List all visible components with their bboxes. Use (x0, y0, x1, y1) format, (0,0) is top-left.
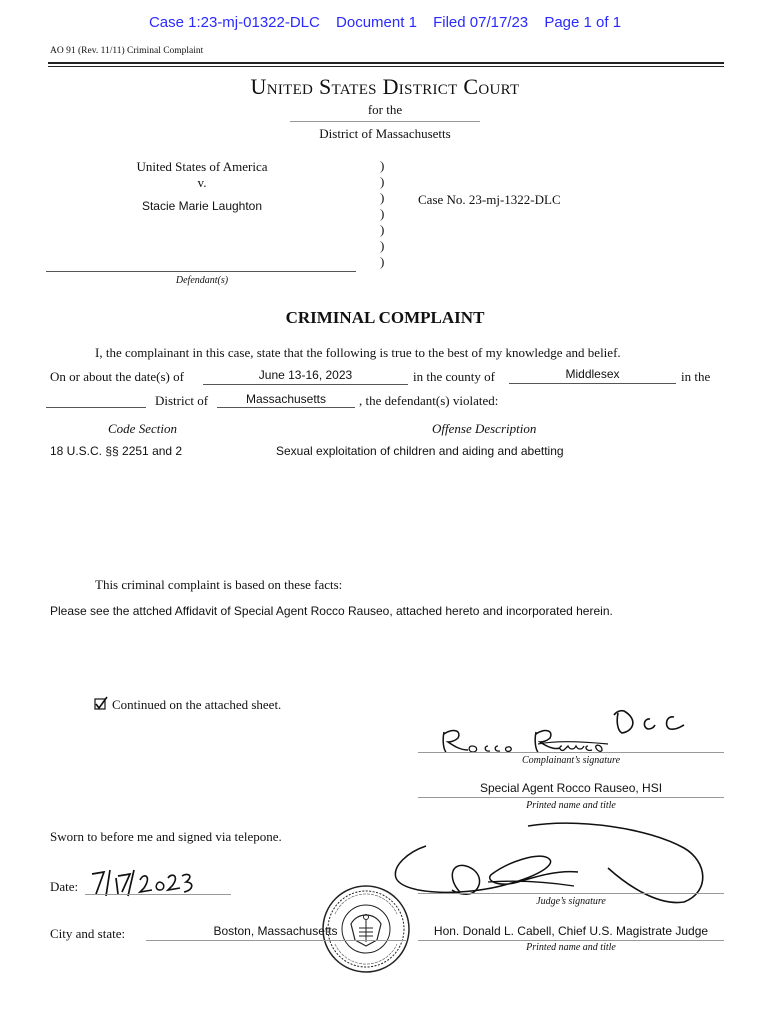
ecf-header (0, 14, 770, 31)
page-count-header: Page 1 of 1 (544, 14, 622, 31)
for-the-rule (290, 121, 480, 122)
county-field: Middlesex (565, 367, 620, 381)
form-id: AO 91 (Rev. 11/11) Criminal Complaint (50, 46, 204, 56)
offense-description-header: Offense Description (432, 421, 537, 436)
date-rule (85, 894, 231, 895)
court-name-text: United States District Court (250, 74, 520, 99)
date-field-rule (203, 384, 408, 385)
district-label: District of (155, 393, 209, 408)
district-field-rule (217, 407, 355, 408)
case-number-header: Case 1:23-mj-01322-DLC (148, 14, 320, 31)
complainant-printed-rule (418, 797, 724, 798)
date-label: Date: (50, 879, 79, 894)
judge-signature-rule (418, 893, 724, 894)
continued-checkbox[interactable] (94, 696, 107, 709)
filed-date-header: Filed 07/17/23 (433, 14, 529, 31)
judge-printed-rule (418, 940, 724, 941)
handwritten-date (88, 866, 198, 903)
facts-label: This criminal complaint is based on these facts: (95, 577, 343, 592)
county-field-rule (509, 383, 676, 384)
versus-label: v. (197, 175, 207, 190)
code-section-value: 18 U.S.C. §§ 2251 and 2 (50, 444, 183, 458)
header-rule-thick (48, 62, 724, 64)
complainant-statement: I, the complainant in this case, state that the following is true to the best of my knowledge and belief. (95, 345, 621, 360)
checked-box-icon (94, 696, 109, 711)
continued-label: Continued on the attached sheet. (112, 697, 282, 712)
blank-district-rule (46, 407, 146, 408)
case-no-value: 23-mj-1322-DLC (468, 192, 561, 207)
district-field: Massachusetts (245, 392, 327, 406)
judge-printed-name: Hon. Donald L. Cabell, Chief U.S. Magistrate Judge (433, 924, 709, 938)
for-the-label: for the (367, 102, 403, 117)
header-rule-thin (48, 66, 724, 67)
county-prefix: in the county of (413, 369, 495, 384)
case-no-label: Case No. (418, 192, 466, 207)
county-suffix: in the (681, 369, 711, 384)
violated-suffix: , the defendant(s) violated: (359, 393, 499, 408)
city-state-label: City and state: (50, 926, 126, 941)
facts-text: Please see the attched Affidavit of Special Agent Rocco Rauseo, attached hereto and incorporated herein. (50, 604, 613, 618)
case-no (418, 192, 561, 208)
defendant-rule (46, 271, 356, 272)
complainant-signature-label: Complainant’s signature (521, 755, 621, 766)
plaintiff-name: United States of America (136, 159, 268, 174)
caption-parentheses: ) ) ) ) ) ) ) (380, 158, 385, 269)
court-name (0, 74, 770, 100)
date-field: June 13-16, 2023 (258, 368, 353, 382)
city-state-value: Boston, Massachusetts (213, 924, 338, 938)
defendant-label: Defendant(s) (175, 275, 229, 286)
complainant-printed-name: Special Agent Rocco Rauseo, HSI (479, 781, 663, 795)
document-title: CRIMINAL COMPLAINT (285, 308, 485, 327)
complainant-printed-label: Printed name and title (526, 800, 616, 811)
defendant-name: Stacie Marie Laughton (141, 199, 263, 213)
code-section-header: Code Section (108, 421, 177, 436)
judge-signature-label: Judge’s signature (536, 896, 606, 907)
judge-printed-label: Printed name and title (526, 942, 616, 953)
offense-description-value: Sexual exploitation of children and aiding and abetting (276, 444, 564, 458)
district-name: District of Massachusetts (319, 126, 451, 141)
date-prefix: On or about the date(s) of (50, 369, 184, 384)
city-state-rule (146, 940, 406, 941)
document-number-header: Document 1 (336, 14, 417, 31)
sworn-statement: Sworn to before me and signed via telepone. (50, 829, 282, 844)
complainant-signature-rule (418, 752, 724, 753)
